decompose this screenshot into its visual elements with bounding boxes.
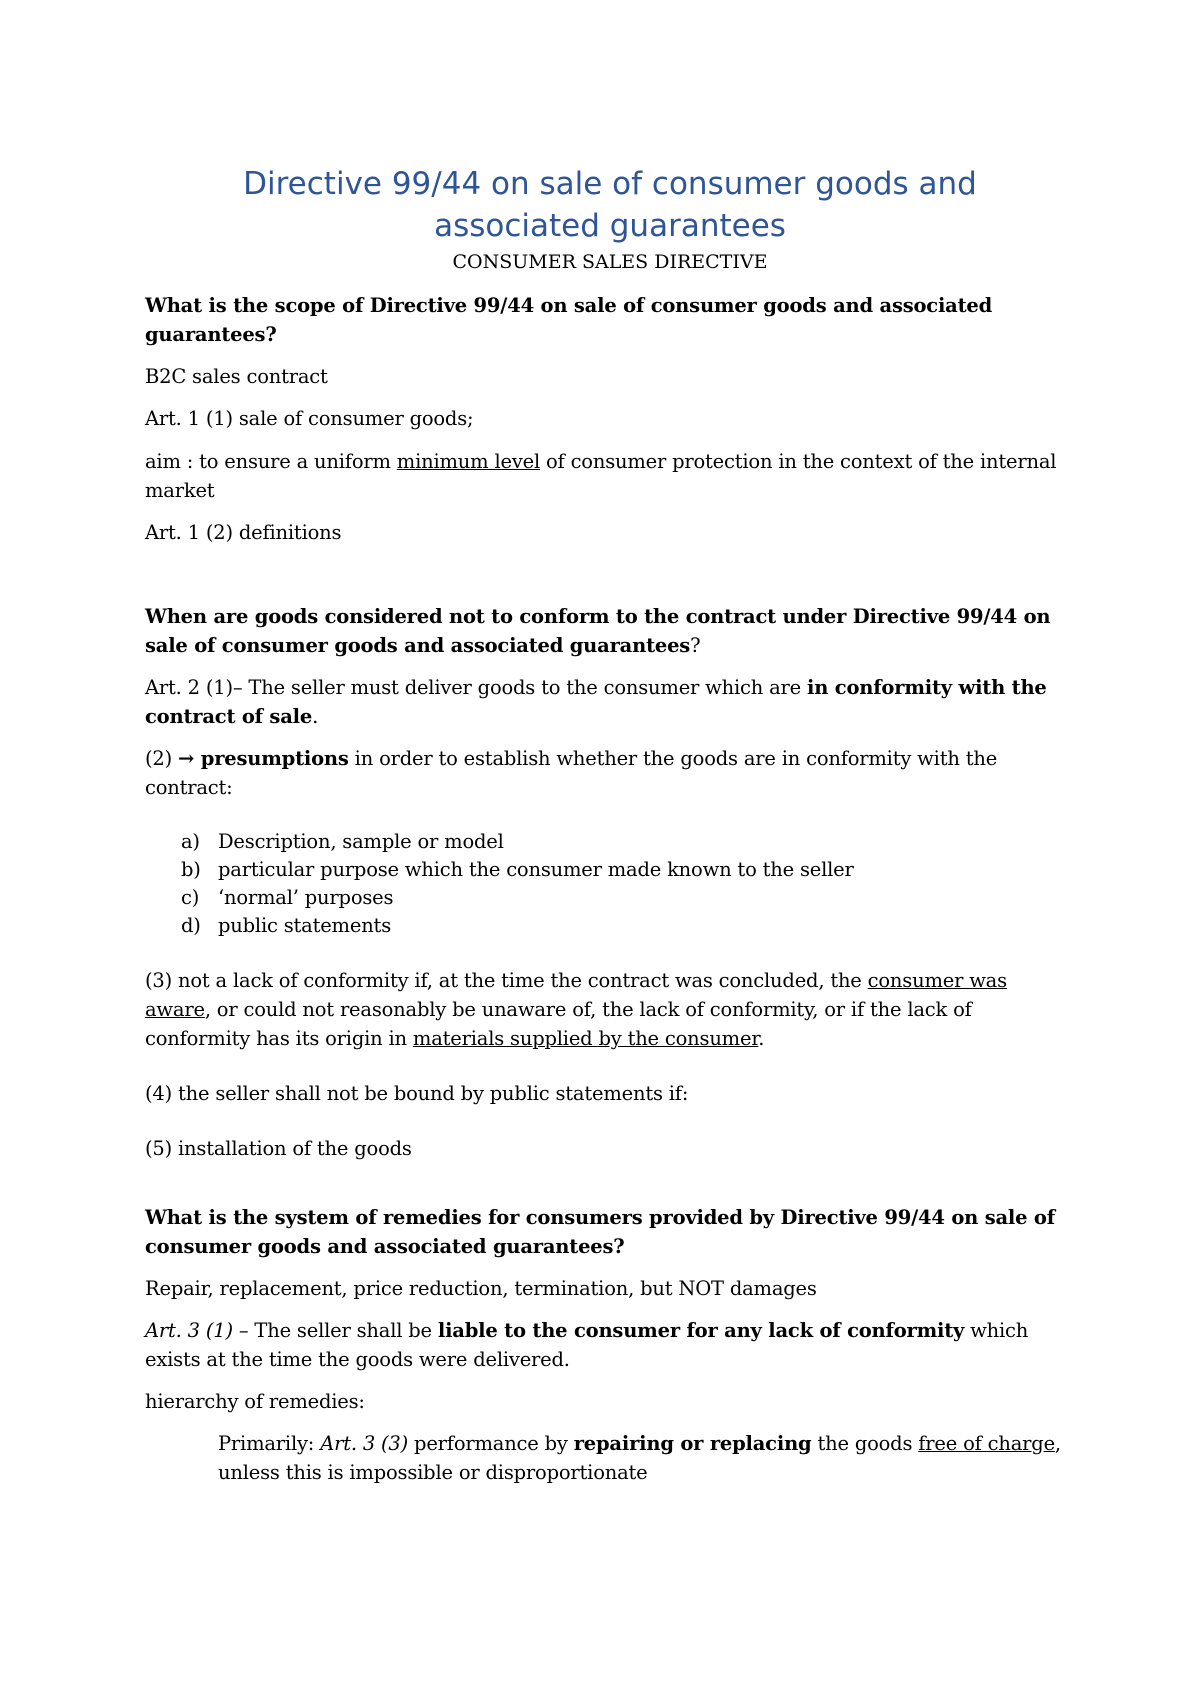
conformity-point-4: (4) the seller shall not be bound by public statements if:: [145, 1082, 689, 1105]
point3-underline-2: materials supplied by the consumer: [412, 1027, 759, 1050]
art3-1-italic: Art. 3 (1) –: [145, 1319, 249, 1342]
list-text: public statements: [218, 914, 391, 937]
list-text: Description, sample or model: [218, 830, 504, 853]
conformity-question-mark: ?: [690, 634, 701, 657]
list-item: [145, 828, 1075, 856]
presumptions-bold: presumptions: [194, 747, 349, 770]
remedies-summary: Repair, replacement, price reduction, termination, but NOT damages: [145, 1277, 817, 1300]
scope-aim-underline: minimum level: [396, 450, 541, 473]
scope-aim: [145, 447, 1075, 505]
conformity-point-5: (5) installation of the goods: [145, 1137, 412, 1160]
scope-question: What is the scope of Directive 99/44 on sale of consumer goods and associated guarantees?: [145, 294, 993, 346]
point3-text-a: (3) not a lack of conformity if, at the time the contract was concluded, the: [145, 969, 868, 992]
primarily-underline: free of charge: [918, 1432, 1055, 1455]
list-text: particular purpose which the consumer made known to the seller: [218, 858, 854, 881]
title-line-2: associated guarantees: [434, 208, 786, 244]
title-line-1: Directive 99/44 on sale of consumer goods and: [243, 166, 977, 202]
scope-aim-text-b: of consumer protection in the context of the internal market: [145, 450, 1057, 502]
document-subtitle: CONSUMER SALES DIRECTIVE: [452, 251, 768, 273]
primarily-text-d: , unless this is impossible or disproportionate: [218, 1432, 1061, 1484]
scope-art1-2: Art. 1 (2) definitions: [145, 521, 342, 544]
scope-art1-1: Art. 1 (1) sale of consumer goods;: [145, 407, 474, 430]
conformity-presumptions: [145, 744, 1075, 802]
document-body: [145, 163, 1075, 1487]
primarily-text-b: performance by: [408, 1432, 574, 1455]
scope-b2c: B2C sales contract: [145, 365, 328, 388]
primarily-text-c: the goods: [811, 1432, 919, 1455]
list-item: [145, 856, 1075, 884]
list-marker: b): [181, 858, 201, 881]
art3-1-bold: liable to the consumer for any lack of conformity: [437, 1319, 965, 1342]
point3-underline-1: consumer was aware: [145, 969, 1007, 1021]
presumptions-number: (2): [145, 747, 179, 770]
remedies-hierarchy: hierarchy of remedies:: [145, 1390, 365, 1413]
art2-text-a: Art. 2 (1)– The seller must deliver goods to the consumer which are: [145, 676, 808, 699]
remedies-primarily: [145, 1429, 1075, 1487]
point3-text-b: , or could not reasonably be unaware of, the lack of conformity, or if the lack of conformity has its origin in: [145, 998, 972, 1050]
conformity-question: [145, 602, 1075, 660]
presumptions-list: [145, 828, 1075, 940]
document-title: [145, 163, 1075, 247]
list-item: [145, 912, 1075, 940]
primarily-bold: repairing or replacing: [573, 1432, 812, 1455]
conformity-point-3: [145, 966, 1075, 1053]
art2-bold: in conformity with the contract of sale: [145, 676, 1047, 728]
remedies-question: What is the system of remedies for consumers provided by Directive 99/44 on sale of consumer goods and associated guarantees?: [145, 1206, 1055, 1258]
conformity-question-text: When are goods considered not to conform to the contract under Directive 99/44 on sale of consumer goods and associated guarantees: [145, 605, 1051, 657]
art2-text-c: .: [312, 705, 319, 728]
art3-1-text-c: which exists at the time the goods were delivered.: [145, 1319, 1029, 1371]
presumptions-text: in order to establish whether the goods are in conformity with the contract:: [145, 747, 998, 799]
scope-aim-text-a: aim : to ensure a uniform: [145, 450, 397, 473]
list-marker: c): [181, 886, 200, 909]
primarily-italic: Art. 3 (3): [320, 1432, 409, 1455]
point3-text-c: .: [758, 1027, 765, 1050]
primarily-label: Primarily:: [218, 1432, 321, 1455]
conformity-art2-1: [145, 673, 1075, 731]
list-marker: d): [181, 914, 201, 937]
list-text: ‘normal’ purposes: [218, 886, 394, 909]
art3-1-text-a: The seller shall be: [248, 1319, 438, 1342]
arrow-right-icon: →: [178, 747, 195, 770]
list-marker: a): [181, 830, 200, 853]
list-item: [145, 884, 1075, 912]
remedies-art3-1: [145, 1316, 1075, 1374]
